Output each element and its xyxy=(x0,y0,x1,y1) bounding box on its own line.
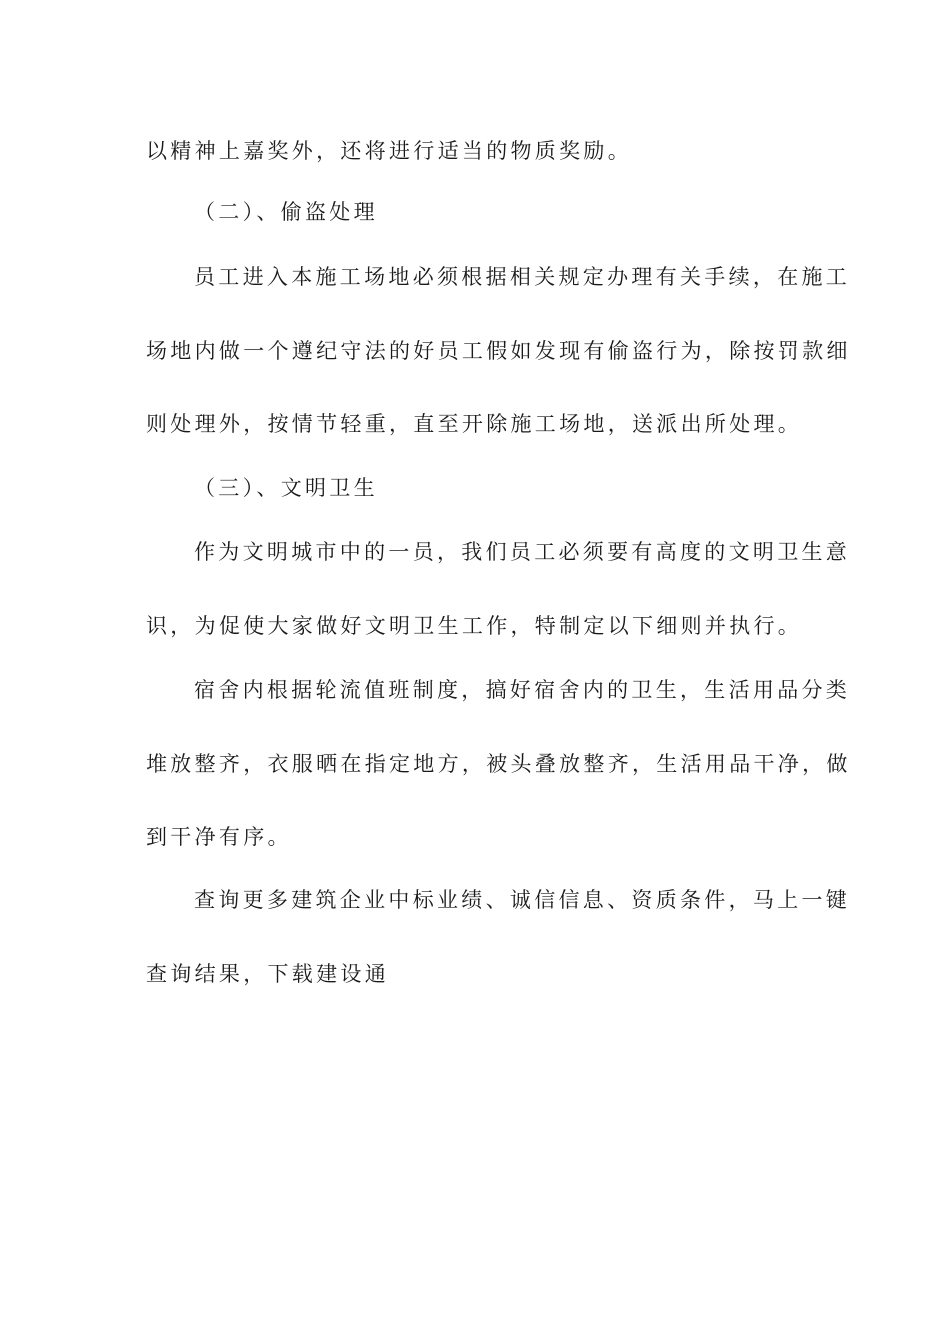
paragraph-line: 则处理外，按情节轻重，直至开除施工场地，送派出所处理。 xyxy=(146,412,803,436)
paragraph-line: 以精神上嘉奖外，还将进行适当的物质奖励。 xyxy=(146,139,632,163)
paragraph-line: 作为文明城市中的一员，我们员工必须要有高度的文明卫生意 xyxy=(194,540,851,564)
paragraph-line: 员工进入本施工场地必须根据相关规定办理有关手续，在施工 xyxy=(194,265,851,289)
paragraph-line: 堆放整齐，衣服晒在指定地方，被头叠放整齐，生活用品干净，做 xyxy=(146,752,851,776)
paragraph-line: 识，为促使大家做好文明卫生工作，特制定以下细则并执行。 xyxy=(146,614,803,638)
paragraph-line: 到干净有序。 xyxy=(146,825,292,849)
paragraph-line: 查询更多建筑企业中标业绩、诚信信息、资质条件，马上一键 xyxy=(194,888,851,912)
paragraph-line: 宿舍内根据轮流值班制度，搞好宿舍内的卫生，生活用品分类 xyxy=(194,678,851,702)
paragraph-line: 查询结果，下载建设通 xyxy=(146,962,389,986)
section-heading-hygiene: （三）、文明卫生 xyxy=(194,476,378,500)
paragraph-line: 场地内做一个遵纪守法的好员工假如发现有偷盗行为，除按罚款细 xyxy=(146,339,851,363)
section-heading-theft: （二）、偷盗处理 xyxy=(194,200,378,224)
